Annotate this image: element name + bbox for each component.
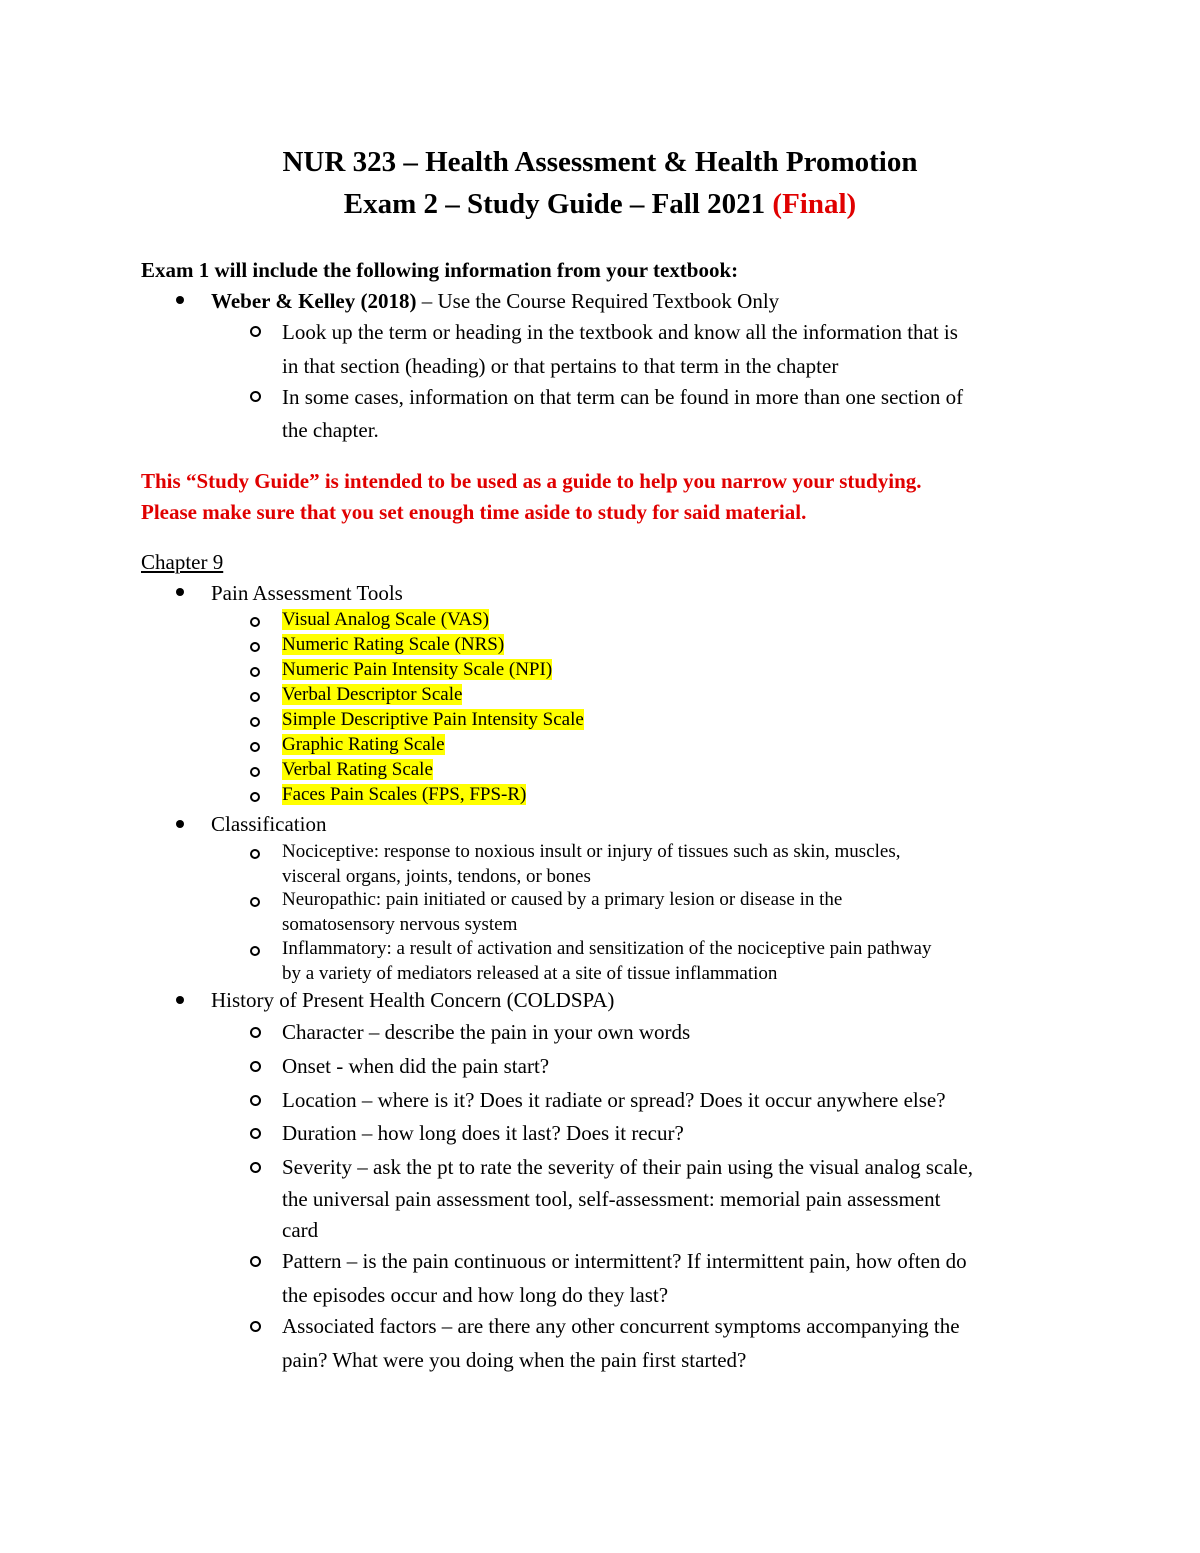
sub-bullet-icon [250,1027,261,1038]
intro-sub2-line2: the chapter. [282,418,379,442]
document-subtitle [0,186,1200,222]
inflammatory-line1: Inflammatory: a result of activation and sensitization of the nociceptive pain pathway [282,938,932,959]
intro-sub1-line2: in that section (heading) or that pertains to that term in the chapter [282,354,839,378]
coldspa-severity-line2: the universal pain assessment tool, self-assessment: memorial pain assessment [282,1187,941,1211]
subtitle-main: Exam 2 – Study Guide – Fall 2021 [343,188,766,220]
coldspa-severity-line3: card [282,1218,319,1242]
nociceptive-line1: Nociceptive: response to noxious insult or injury of tissues such as skin, muscles, [282,841,901,862]
intro-sub2-line1: In some cases, information on that term can be found in more than one section of [282,385,964,409]
textbook-note: – Use the Course Required Textbook Only [416,289,780,313]
pain-tools-label: Pain Assessment Tools [211,581,403,605]
sub-bullet-icon [250,617,260,627]
document-title: NUR 323 – Health Assessment & Health Promotion [282,146,918,178]
coldspa-location: Location – where is it? Does it radiate or spread? Does it occur anywhere else? [282,1088,946,1112]
sub-bullet-icon [250,742,260,752]
pain-tool-item: Simple Descriptive Pain Intensity Scale [282,709,584,730]
pain-tool-item: Verbal Rating Scale [282,759,433,780]
intro-heading: Exam 1 will include the following information from your textbook: [141,258,739,282]
sub-bullet-icon [250,767,260,777]
coldspa-associated-line2: pain? What were you doing when the pain first started? [282,1348,747,1372]
coldspa-pattern-line1: Pattern – is the pain continuous or intermittent? If intermittent pain, how often do [282,1249,967,1273]
sub-bullet-icon [250,946,260,956]
sub-bullet-icon [250,1162,261,1173]
sub-bullet-icon [250,642,260,652]
nociceptive-line2: visceral organs, joints, tendons, or bones [282,866,591,887]
notice-line2: Please make sure that you set enough time aside to study for said material. [141,500,807,524]
sub-bullet-icon [250,1256,261,1267]
neuropathic-line1: Neuropathic: pain initiated or caused by a primary lesion or disease in the [282,889,843,910]
intro-sub1-line1: Look up the term or heading in the textbook and know all the information that is [282,320,958,344]
sub-bullet-icon [250,692,260,702]
inflammatory-line2: by a variety of mediators released at a site of tissue inflammation [282,963,778,984]
pain-tool-item: Numeric Rating Scale (NRS) [282,634,505,655]
coldspa-character: Character – describe the pain in your own words [282,1020,691,1044]
sub-bullet-icon [250,1128,261,1139]
sub-bullet-icon [250,391,261,402]
pain-tool-item: Visual Analog Scale (VAS) [282,609,489,630]
coldspa-associated-line1: Associated factors – are there any other concurrent symptoms accompanying the [282,1314,960,1338]
pain-tool-item: Numeric Pain Intensity Scale (NPI) [282,659,553,680]
coldspa-severity-line1: Severity – ask the pt to rate the severity of their pain using the visual analog scale, [282,1155,974,1179]
sub-bullet-icon [250,792,260,802]
sub-bullet-icon [250,326,261,337]
final-label: (Final) [772,188,857,220]
coldspa-duration: Duration – how long does it last? Does it recur? [282,1121,684,1145]
sub-bullet-icon [250,667,260,677]
coldspa-onset: Onset - when did the pain start? [282,1054,550,1078]
sub-bullet-icon [250,1061,261,1072]
textbook-bullet [211,287,779,315]
pain-tool-item: Graphic Rating Scale [282,734,445,755]
notice-line1: This “Study Guide” is intended to be used as a guide to help you narrow your studying. [141,469,922,493]
pain-tool-item: Verbal Descriptor Scale [282,684,463,705]
bullet-icon [176,996,184,1004]
neuropathic-line2: somatosensory nervous system [282,914,518,935]
sub-bullet-icon [250,717,260,727]
chapter-heading: Chapter 9 [141,550,224,574]
coldspa-pattern-line2: the episodes occur and how long do they last? [282,1283,669,1307]
bullet-icon [176,820,184,828]
bullet-icon [176,296,184,304]
pain-tool-item: Faces Pain Scales (FPS, FPS-R) [282,784,527,805]
sub-bullet-icon [250,849,260,859]
sub-bullet-icon [250,1321,261,1332]
sub-bullet-icon [250,1095,261,1106]
history-label: History of Present Health Concern (COLDSPA) [211,988,615,1012]
sub-bullet-icon [250,897,260,907]
classification-label: Classification [211,812,327,836]
bullet-icon [176,588,184,596]
textbook-name: Weber & Kelley (2018) [211,289,417,313]
